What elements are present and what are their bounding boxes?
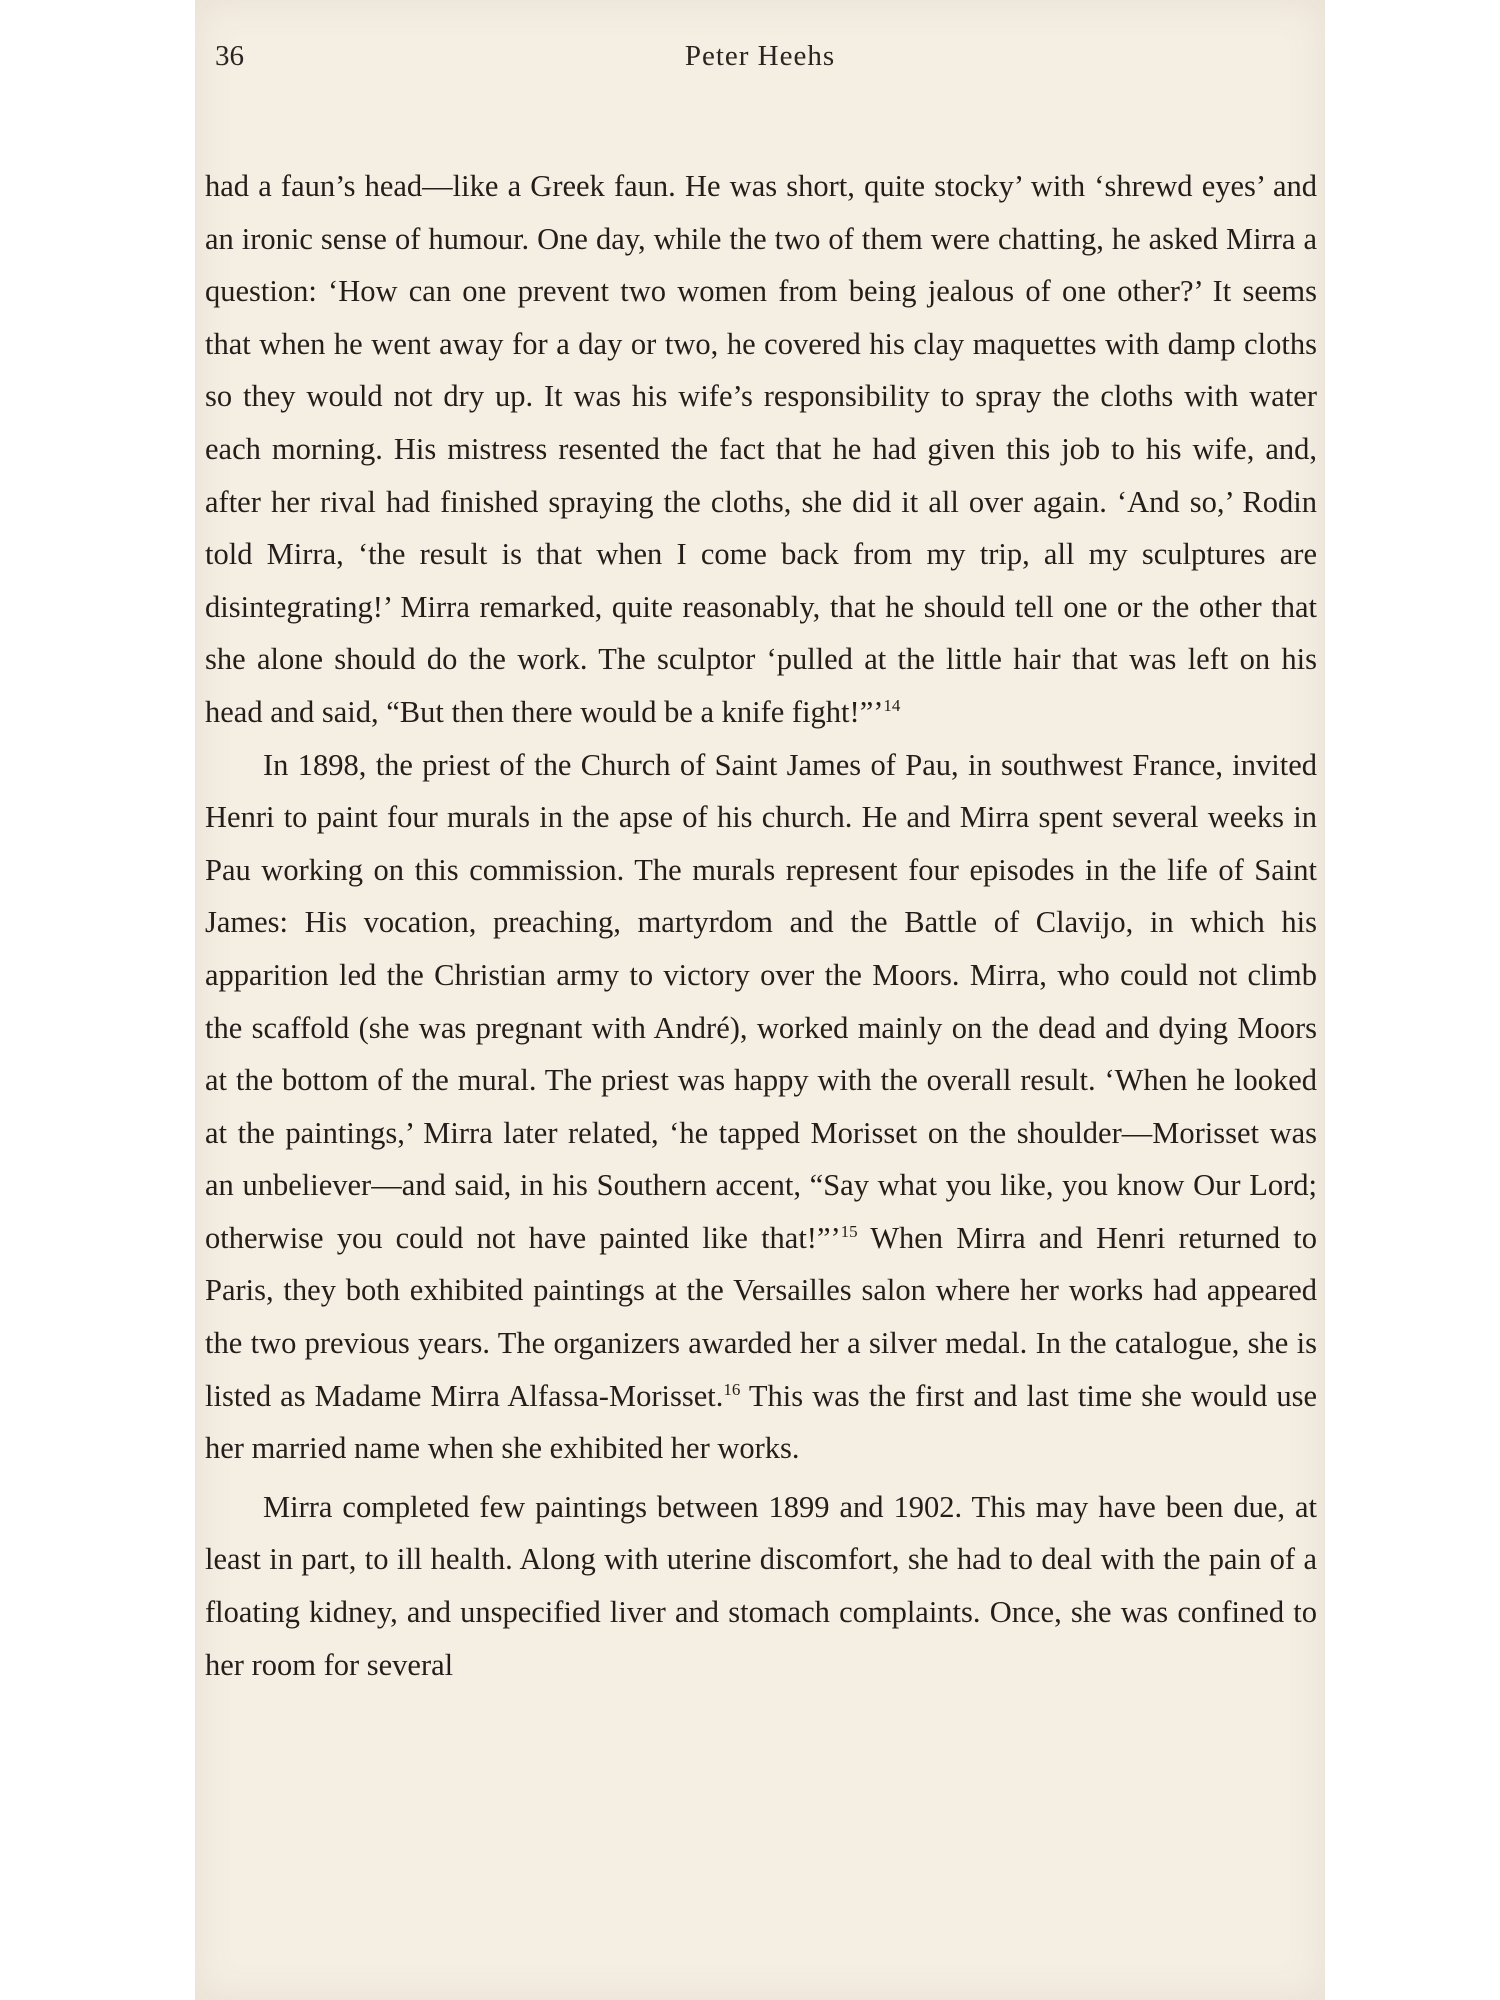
body-text [205, 160, 1317, 1691]
footnote-ref: 16 [723, 1379, 741, 1399]
running-head: Peter Heehs [684, 40, 836, 72]
paragraph [205, 739, 1317, 1475]
footnote-ref: 15 [840, 1221, 858, 1241]
paragraph [205, 1481, 1317, 1691]
paragraph-text: When Mirra and Henri returned to Paris, they both exhibited paintings at the Versailles salon where her works had appeared the two previous years. The organizers awarded her a silver medal. In the catalogue, she is listed as Madame Mirra Alfassa-Morisset. [205, 1220, 1317, 1413]
paragraph-text: Mirra completed few paintings between 1899 and 1902. This may have been due, at least in part, to ill health. Along with uterine discomfort, she had to deal with the pain of a floating kidney, and unspecified liver and stomach complaints. Once, she was confined to her room for several [205, 1489, 1317, 1682]
paragraph-text: had a faun’s head—like a Greek faun. He was short, quite stocky’ with ‘shrewd eyes’ and an ironic sense of humour. One day, while the two of them were chatting, he asked Mirra a question: ‘How can one prevent two women from being jealous of one other?’ It seems that when he went away for a day or two, he covered his clay maquettes with damp cloths so they would not dry up. It was his wife’s responsibility to spray the cloths with water each morning. His mistress resented the fact that he had given this job to his wife, and, after her rival had finished spraying the cloths, she did it all over again. ‘And so,’ Rodin told Mirra, ‘the result is that when I come back from my trip, all my sculptures are disintegrating!’ Mirra remarked, quite reasonably, that he should tell one or the other that she alone should do the work. The sculptor ‘pulled at the little hair that was left on his head and said, “But then there would be a knife fight!”’ [205, 169, 1317, 729]
paragraph [205, 160, 1317, 739]
page-number: 36 [215, 40, 244, 72]
paragraph-text: In 1898, the priest of the Church of Saint James of Pau, in southwest France, invited Henri to paint four murals in the apse of his church. He and Mirra spent several weeks in Pau working on this commission. The murals represent four episodes in the life of Saint James: His vocation, preaching, martyrdom and the Battle of Clavijo, in which his apparition led the Christian army to victory over the Moors. Mirra, who could not climb the scaffold (she was pregnant with André), worked mainly on the dead and dying Moors at the bottom of the mural. The priest was happy with the overall result. ‘When he looked at the paintings,’ Mirra later related, ‘he tapped Morisset on the shoulder—Morisset was an unbeliever—and said, in his Southern accent, “Say what you like, you know Our Lord; otherwise you could not have painted like that!”’ [205, 747, 1317, 1255]
page-header [215, 40, 1305, 80]
footnote-ref: 14 [883, 695, 901, 715]
paragraph-text: This was the first and last time she would use her married name when she exhibited her works. [205, 1378, 1317, 1466]
book-page [195, 0, 1325, 2000]
